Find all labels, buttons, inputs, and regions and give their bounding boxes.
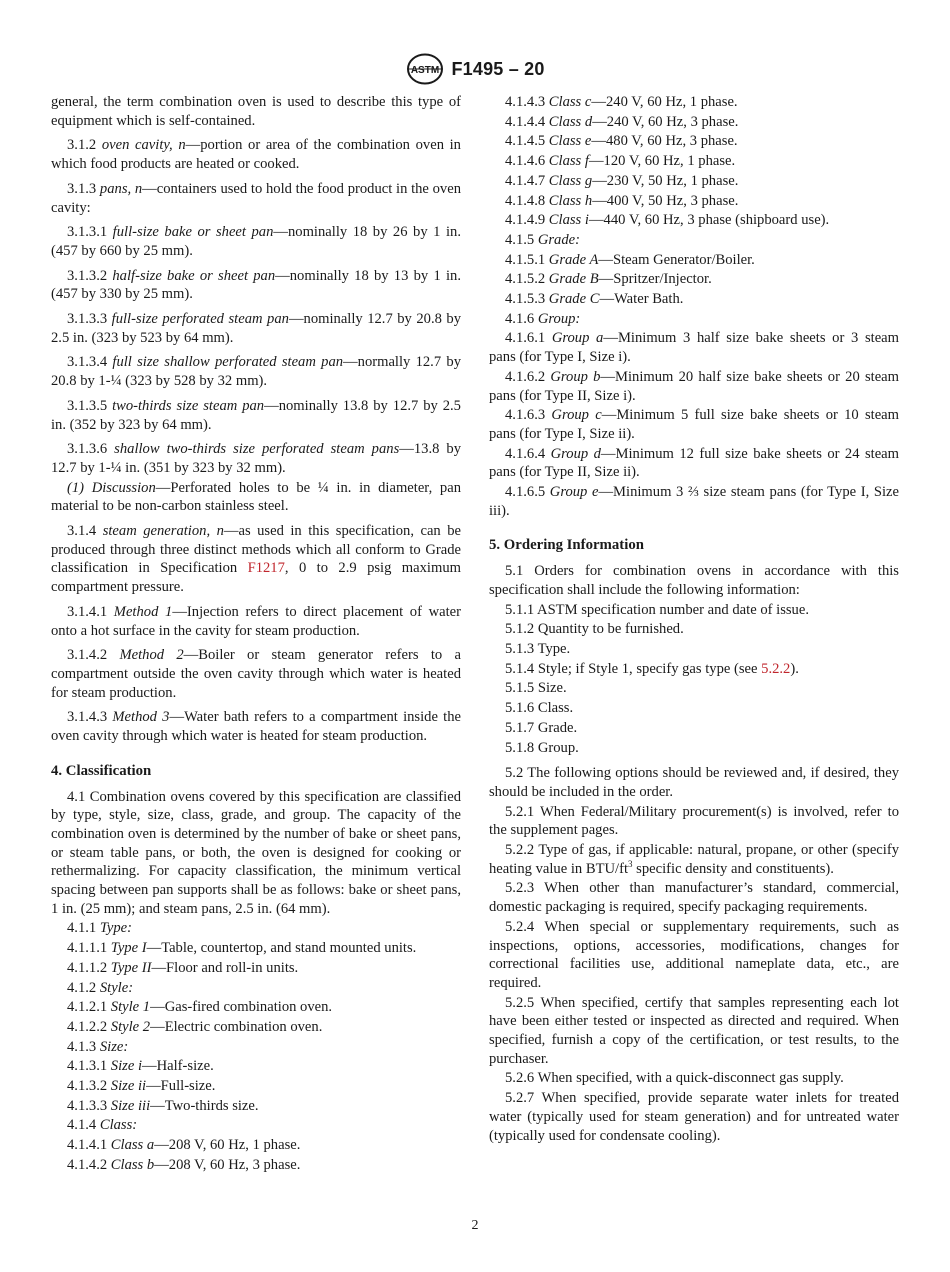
group-e: 4.1.6.5 Group e—Minimum 3 ⅔ size steam pans (for Type I, Size iii). — [489, 484, 899, 519]
def-3-1-3-2: 3.1.3.2 half-size bake or sheet pan—nominally 18 by 13 by 1 in. (457 by 330 by 25 mm). — [51, 267, 461, 303]
left-column — [51, 93, 461, 1176]
para-5-2-6: 5.2.6 When specified, with a quick-disconnect gas supply. — [505, 1070, 844, 1087]
list-item: 4.1.4.3 Class c—240 V, 60 Hz, 1 phase. — [505, 94, 738, 110]
list-item: 4.1.5 Grade: — [505, 231, 580, 248]
list-item: 4.1.1.2 Type II—Floor and roll-in units. — [67, 959, 299, 976]
list-item: 4.1.4.1 Class a—208 V, 60 Hz, 1 phase. — [67, 1137, 301, 1154]
classification-list-left — [51, 919, 461, 1174]
list-item: 4.1.2.1 Style 1—Gas-fired combination oven. — [67, 999, 333, 1016]
list-item: 5.1.4 Style; if Style 1, specify gas type (see 5.2.2). — [505, 660, 799, 677]
list-item: 4.1.4.7 Class g—230 V, 50 Hz, 1 phase. — [505, 172, 739, 189]
intro-paragraph: general, the term combination oven is used to describe this type of equipment which is self-contained. — [51, 94, 461, 129]
para-5-2-4: 5.2.4 When special or supplementary requirements, such as inspections, options, accessories, modifications, changes for correctional facilities use, additional nameplate data, etc., are required. — [489, 918, 899, 991]
list-item: 5.1.7 Grade. — [505, 719, 578, 736]
list-item: 5.1.3 Type. — [505, 640, 571, 657]
classification-list-right — [489, 93, 899, 328]
list-item: 4.1.4.9 Class i—440 V, 60 Hz, 3 phase (shipboard use). — [505, 212, 830, 229]
para-4-1: 4.1 Combination ovens covered by this specification are classified by type, style, size, class, grade, and group. The capacity of the combination oven is determined by the number of bake or sheet pans, or steam table pans, or both, the oven is designed for cooking or rethermalizing. For capacity classification, the minimum vertical spacing between pan supports shall be as follows: bake or sheet pans, 1 in. (25 mm); and steam pans, 2.5 in. (64 mm). — [51, 788, 461, 917]
list-item: 4.1.4.6 Class f—120 V, 60 Hz, 1 phase. — [505, 153, 736, 170]
def-3-1-2: 3.1.2 oven cavity, n—portion or area of the combination oven in which food products are heated or cooked. — [51, 137, 461, 173]
list-item: 4.1.5.1 Grade A—Steam Generator/Boiler. — [505, 251, 755, 268]
def-3-1-4-1: 3.1.4.1 Method 1—Injection refers to direct placement of water onto a hot surface in the cavity for steam production. — [51, 603, 461, 639]
para-5-2-7: 5.2.7 When specified, provide separate water inlets for treated water (typically used for steam generation) and for untreated water (typically used for condensate cooling). — [489, 1090, 899, 1144]
group-d: 4.1.6.4 Group d—Minimum 12 full size bake sheets or 24 steam pans (for Type II, Size ii). — [489, 445, 899, 481]
astm-logo-icon — [405, 53, 445, 85]
section-link-5-2-2[interactable]: 5.2.2 — [761, 660, 791, 677]
list-item: 4.1.4.4 Class d—240 V, 60 Hz, 3 phase. — [505, 113, 739, 130]
para-5-2-3: 5.2.3 When other than manufacturer’s standard, commercial, domestic packaging is required, specify packaging requirements. — [489, 880, 899, 916]
def-3-1-4-3: 3.1.4.3 Method 3—Water bath refers to a compartment inside the oven cavity through which water is heated for steam production. — [51, 709, 461, 745]
def-3-1-3-6: 3.1.3.6 shallow two-thirds size perforated steam pans—13.8 by 12.7 by 1-¼ in. (351 by 323 by 32 mm). — [51, 441, 462, 476]
para-5-2-5: 5.2.5 When specified, certify that samples representing each lot have been either tested or inspected as directed and required. When specified, furnish a copy of the certification, or test results, to the purchaser. — [489, 994, 899, 1067]
group-c: 4.1.6.3 Group c—Minimum 5 full size bake sheets or 10 steam pans (for Type I, Size ii). — [489, 407, 900, 442]
def-3-1-3-3: 3.1.3.3 full-size perforated steam pan—nominally 12.7 by 20.8 by 2.5 in. (323 by 523 by 64 mm). — [51, 311, 461, 346]
list-item: 5.1.6 Class. — [505, 700, 574, 717]
list-item: 4.1.5.2 Grade B—Spritzer/Injector. — [505, 271, 712, 288]
para-5-2-1: 5.2.1 When Federal/Military procurement(s) is involved, refer to the supplement pages. — [489, 803, 899, 839]
list-item: 4.1.3.2 Size ii—Full-size. — [67, 1078, 216, 1095]
group-b: 4.1.6.2 Group b—Minimum 20 half size bake sheets or 20 steam pans (for Type II, Size i). — [489, 368, 899, 404]
list-item: 4.1.1.1 Type I—Table, countertop, and stand mounted units. — [67, 940, 417, 957]
def-3-1-3: 3.1.3 pans, n—containers used to hold the food product in the oven cavity: — [51, 180, 462, 216]
document-id: F1495 – 20 — [451, 58, 545, 79]
list-item: 4.1.4.2 Class b—208 V, 60 Hz, 3 phase. — [67, 1156, 301, 1173]
para-5-1: 5.1 Orders for combination ovens in accordance with this specification shall include the following information: — [489, 563, 899, 598]
list-item: 4.1.4.8 Class h—400 V, 50 Hz, 3 phase. — [505, 192, 739, 209]
list-item: 4.1.5.3 Grade C—Water Bath. — [505, 291, 684, 308]
list-item: 4.1.4.5 Class e—480 V, 60 Hz, 3 phase. — [505, 133, 738, 150]
list-item: 4.1.2.2 Style 2—Electric combination oven. — [67, 1018, 323, 1035]
spec-link-f1217[interactable]: F1217 — [247, 560, 285, 577]
list-item: 4.1.3.1 Size i—Half-size. — [67, 1058, 214, 1075]
def-3-1-3-4: 3.1.3.4 full size shallow perforated steam pan—normally 12.7 by 20.8 by 1-¼ (323 by 528 by 32 mm). — [51, 354, 461, 390]
list-item: 4.1.1 Type: — [67, 920, 132, 937]
ordering-list — [489, 601, 899, 758]
list-item: 4.1.2 Style: — [67, 979, 134, 996]
discussion-note: (1) Discussion—Perforated holes to be ¼ in. in diameter, pan material to be non-carbon stainless steel. — [51, 479, 461, 515]
section-5-heading: 5. Ordering Information — [489, 537, 644, 554]
def-3-1-3-1: 3.1.3.1 full-size bake or sheet pan—nominally 18 by 26 by 1 in. (457 by 660 by 25 mm). — [51, 224, 461, 259]
group-a: 4.1.6.1 Group a—Minimum 3 half size bake sheets or 3 steam pans (for Type I, Size i). — [489, 330, 900, 366]
para-5-2-2: 5.2.2 Type of gas, if applicable: natural, propane, or other (specify heating value in BTU/$ft^3$ specific density and constituents). — [489, 842, 899, 877]
def-3-1-3-5: 3.1.3.5 two-thirds size steam pan—nominally 13.8 by 12.7 by 2.5 in. (352 by 323 by 64 mm). — [51, 397, 461, 433]
def-3-1-4: 3.1.4 steam generation, n—as used in this specification, can be produced through three distinct methods which all conform to Grade classification in Specification F1217, 0 to 2.9 psig maximum compartment pressure. — [51, 523, 461, 596]
page-header — [0, 52, 950, 86]
page-number: 2 — [471, 1218, 479, 1233]
section-4-heading: 4. Classification — [51, 762, 152, 779]
def-3-1-4-2: 3.1.4.2 Method 2—Boiler or steam generator refers to a compartment outside the oven cavity through which water is heated for steam production. — [51, 647, 461, 701]
list-item: 4.1.3.3 Size iii—Two-thirds size. — [67, 1097, 259, 1114]
list-item: 4.1.3 Size: — [67, 1038, 129, 1055]
list-item: 5.1.5 Size. — [505, 680, 567, 697]
para-5-2: 5.2 The following options should be reviewed and, if desired, they should be included in the order. — [489, 765, 899, 800]
right-column — [489, 93, 899, 1146]
list-item: 4.1.6 Group: — [505, 310, 581, 327]
list-item: 5.1.2 Quantity to be furnished. — [505, 621, 684, 638]
logo-text: ASTM — [411, 65, 440, 76]
list-item: 5.1.1 ASTM specification number and date of issue. — [505, 601, 809, 618]
list-item: 5.1.8 Group. — [505, 739, 579, 756]
list-item: 4.1.4 Class: — [67, 1117, 138, 1134]
